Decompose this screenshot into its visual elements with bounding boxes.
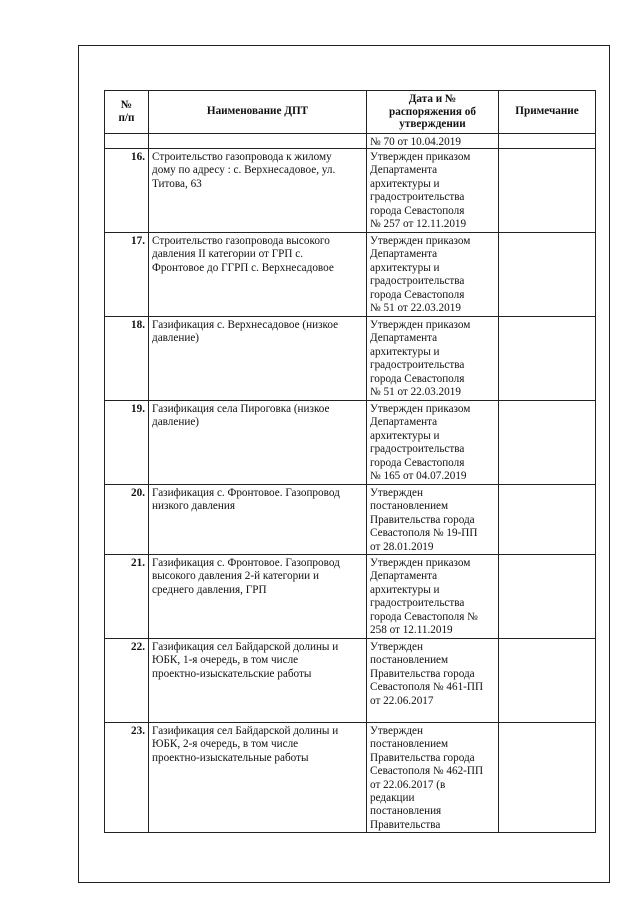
cell-note: [499, 555, 596, 639]
table-row: [105, 233, 596, 317]
header-num: № п/п: [105, 91, 149, 134]
table-row: [105, 555, 596, 639]
table-row: [105, 401, 596, 485]
cell-num: 23.: [105, 723, 149, 833]
cell-num: 22.: [105, 639, 149, 723]
cell-approval: Утвержден приказом Департамента архитектуры и градостроительства города Севастополя № 257 от 12.11.2019: [367, 149, 499, 233]
cell-approval: Утвержден постановлением Правительства города Севастополя № 19-ПП от 28.01.2019: [367, 485, 499, 555]
cell-num: 17.: [105, 233, 149, 317]
cell-note: [499, 233, 596, 317]
cell-note: [499, 723, 596, 833]
cell-num: 16.: [105, 149, 149, 233]
table-row-continuation: [105, 134, 596, 149]
cell-approval: № 70 от 10.04.2019: [367, 134, 499, 149]
cell-approval: Утвержден приказом Департамента архитектуры и градостроительства города Севастополя № 258 от 12.11.2019: [367, 555, 499, 639]
cell-name: Строительство газопровода высокого давления II категории от ГРП с. Фронтовое до ГГРП с. Верхнесадовое: [149, 233, 367, 317]
table-row: [105, 639, 596, 723]
cell-name: Газификация сел Байдарской долины и ЮБК, 1-я очередь, в том числе проектно-изыскательские работы: [149, 639, 367, 723]
cell-note: [499, 401, 596, 485]
cell-note: [499, 134, 596, 149]
cell-name: Строительство газопровода к жилому дому по адресу : с. Верхнесадовое, ул. Титова, 63: [149, 149, 367, 233]
cell-approval: Утвержден приказом Департамента архитектуры и градостроительства города Севастополя № 51 от 22.03.2019: [367, 317, 499, 401]
cell-name: Газификация с. Фронтовое. Газопровод низкого давления: [149, 485, 367, 555]
table-row: [105, 723, 596, 833]
cell-name: Газификация с. Фронтовое. Газопровод высокого давления 2-й категории и среднего давления, ГРП: [149, 555, 367, 639]
table-row: [105, 149, 596, 233]
header-approval: Дата и № распоряжения об утверждении: [367, 91, 499, 134]
table-row: [105, 317, 596, 401]
cell-note: [499, 317, 596, 401]
cell-num: 20.: [105, 485, 149, 555]
cell-approval: Утвержден постановлением Правительства города Севастополя № 462-ПП от 22.06.2017 (в редакции постановления Правительства: [367, 723, 499, 833]
dpt-table: [104, 90, 596, 833]
header-name: Наименование ДПТ: [149, 91, 367, 134]
cell-num: 18.: [105, 317, 149, 401]
cell-name: [149, 134, 367, 149]
cell-note: [499, 149, 596, 233]
cell-num: 19.: [105, 401, 149, 485]
cell-num: 21.: [105, 555, 149, 639]
table-header-row: [105, 91, 596, 134]
header-note: Примечание: [499, 91, 596, 134]
cell-name: Газификация с. Верхнесадовое (низкое давление): [149, 317, 367, 401]
cell-approval: Утвержден постановлением Правительства города Севастополя № 461-ПП от 22.06.2017: [367, 639, 499, 723]
table-row: [105, 485, 596, 555]
cell-approval: Утвержден приказом Департамента архитектуры и градостроительства города Севастополя № 51 от 22.03.2019: [367, 233, 499, 317]
cell-num: [105, 134, 149, 149]
cell-name: Газификация сел Байдарской долины и ЮБК, 2-я очередь, в том числе проектно-изыскательные работы: [149, 723, 367, 833]
cell-approval: Утвержден приказом Департамента архитектуры и градостроительства города Севастополя № 165 от 04.07.2019: [367, 401, 499, 485]
cell-note: [499, 639, 596, 723]
cell-note: [499, 485, 596, 555]
cell-name: Газификация села Пироговка (низкое давление): [149, 401, 367, 485]
